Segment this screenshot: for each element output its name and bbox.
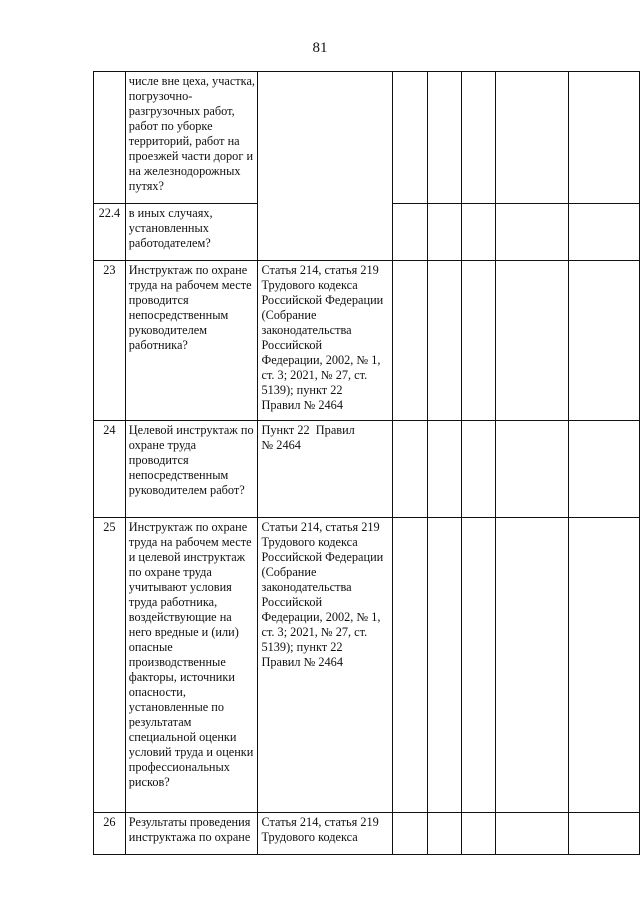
- checklist-table: [93, 71, 640, 855]
- empty-cell: [496, 813, 569, 855]
- empty-cell: [496, 421, 569, 518]
- empty-cell: [461, 518, 495, 813]
- question-text: Целевой инструктаж по охране труда проводится непосредственным руководителем работ?: [125, 421, 258, 518]
- row-number: 26: [94, 813, 126, 855]
- reference-text: [258, 421, 393, 518]
- reference-text: [258, 261, 393, 421]
- empty-cell: [393, 421, 428, 518]
- reference-lines: Статьи 214, статья 219 Трудового кодекса Российской Федерации (Собрание законодательства Российской Федерации, 2002, № 1, ст. 3; 2021, № 27, ст. 5139); пункт 22 Правил № 2464: [261, 520, 384, 669]
- row-number: 22.4: [94, 204, 126, 261]
- page-number: 81: [312, 40, 328, 56]
- table-row: [94, 518, 640, 813]
- empty-cell: [428, 421, 461, 518]
- reference-text: [258, 518, 393, 813]
- empty-cell: [428, 261, 461, 421]
- empty-cell: [461, 72, 495, 204]
- table-row: [94, 421, 640, 518]
- empty-cell: [461, 204, 495, 261]
- table-row: [94, 72, 640, 204]
- empty-cell: [393, 261, 428, 421]
- empty-cell: [568, 518, 639, 813]
- reference-lines: Пункт 22 Правил № 2464: [261, 423, 355, 452]
- empty-cell: [568, 204, 639, 261]
- empty-cell: [393, 72, 428, 204]
- reference-text: [258, 813, 393, 855]
- question-text: числе вне цеха, участка, погрузочно-разгрузочных работ, работ по уборке территорий, работ на проезжей части дорог и на железнодорожных путях?: [125, 72, 258, 204]
- empty-cell: [393, 204, 428, 261]
- empty-cell: [428, 204, 461, 261]
- reference-lines: Статья 214, статья 219 Трудового кодекса: [261, 815, 379, 844]
- row-number: [94, 72, 126, 204]
- empty-cell: [428, 518, 461, 813]
- row-number: 24: [94, 421, 126, 518]
- empty-cell: [568, 813, 639, 855]
- empty-cell: [496, 518, 569, 813]
- empty-cell: [568, 72, 639, 204]
- empty-cell: [568, 421, 639, 518]
- empty-cell: [496, 261, 569, 421]
- empty-cell: [461, 421, 495, 518]
- table-row: [94, 813, 640, 855]
- reference-text: [258, 72, 393, 261]
- reference-lines: Статья 214, статья 219 Трудового кодекса Российской Федерации (Собрание законодательства Российской Федерации, 2002, № 1, ст. 3; 2021, № 27, ст. 5139); пункт 22 Правил № 2464: [261, 263, 384, 412]
- empty-cell: [428, 813, 461, 855]
- empty-cell: [568, 261, 639, 421]
- empty-cell: [428, 72, 461, 204]
- empty-cell: [393, 813, 428, 855]
- empty-cell: [461, 261, 495, 421]
- empty-cell: [496, 204, 569, 261]
- empty-cell: [393, 518, 428, 813]
- row-number: 23: [94, 261, 126, 421]
- question-text: Инструктаж по охране труда на рабочем месте и целевой инструктаж по охране труда учитывают условия труда работника, воздействующие на него вредные и (или) опасные производственные факторы, источники опасности, установленные по результатам специальной оценки условий труда и оценки профессиональных рисков?: [125, 518, 258, 813]
- row-number: 25: [94, 518, 126, 813]
- table-row: [94, 261, 640, 421]
- empty-cell: [461, 813, 495, 855]
- question-text: Результаты проведения инструктажа по охране: [125, 813, 258, 855]
- empty-cell: [496, 72, 569, 204]
- question-text: Инструктаж по охране труда на рабочем месте проводится непосредственным руководителем работника?: [125, 261, 258, 421]
- question-text: в иных случаях, установленных работодателем?: [125, 204, 258, 261]
